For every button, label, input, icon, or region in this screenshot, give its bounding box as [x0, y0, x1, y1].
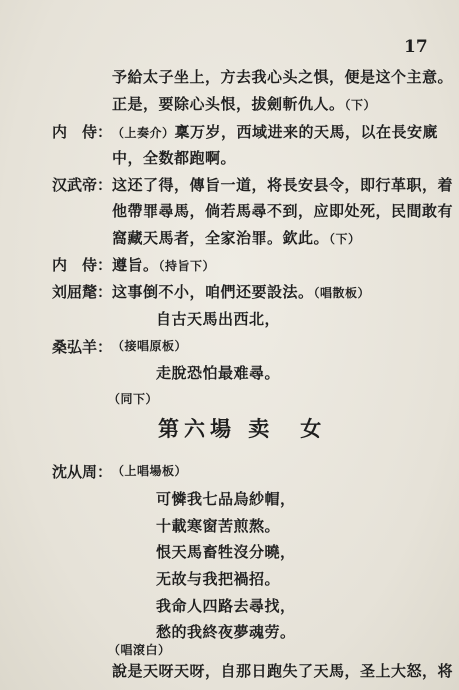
speaker-label: 桑弘羊： — [52, 338, 113, 356]
scene-heading: 第六場 卖 女 — [158, 416, 327, 441]
stage-direction: （上奏介） — [112, 126, 175, 140]
text-line: 这还了得，傳旨一道，将長安县令，即行革职，着 — [112, 176, 454, 194]
page-number: 17 — [404, 37, 428, 57]
stage-direction: （下） — [329, 232, 361, 246]
stage-direction: （持旨下） — [158, 259, 216, 273]
speaker-label: 汉武帝： — [52, 176, 113, 194]
text-line: （上奏介）稟万岁，西域进来的天馬，以在長安廐 — [112, 123, 439, 141]
speaker-label: 内 侍： — [52, 123, 113, 141]
stage-direction: （下） — [344, 98, 377, 112]
text-line: 予給太子坐上，方去我心头之惧，便是这个主意。 — [112, 68, 454, 86]
speaker-label: 刘屈氂： — [52, 283, 113, 301]
text-line — [108, 389, 158, 407]
sung-line: 自古天馬出西北， — [156, 310, 281, 328]
sung-line: 无故与我把禍招。 — [156, 570, 281, 588]
text-line: 窩藏天馬者，全家治罪。欽此。（下） — [112, 229, 361, 247]
sung-line: 走脫恐怕最难尋。 — [156, 364, 281, 382]
text-line: 正是，要除心头恨，拔劍斬仇人。（下） — [112, 95, 377, 113]
sung-line: 可憐我七品烏紗帽， — [156, 490, 296, 508]
speaker-label: 内 侍： — [52, 256, 113, 274]
text-line: 遵旨。（持旨下） — [112, 256, 216, 274]
text-line — [112, 336, 187, 354]
text-line: 中，全数都跑啊。 — [112, 149, 237, 167]
sung-line: 我命人四路去尋找， — [156, 597, 296, 615]
stage-direction: （唱散板） — [313, 286, 371, 300]
sung-line: 愁的我終夜夢魂劳。 — [156, 623, 296, 641]
sung-line: 恨天馬畜牲沒分曉， — [156, 543, 296, 561]
speaker-label: 沈从周： — [52, 463, 113, 481]
stage-direction-line — [108, 640, 171, 658]
sung-line: 十載寒窗苦煎熬。 — [156, 517, 281, 535]
text-line: 这事倒不小，咱們还要設法。（唱散板） — [112, 283, 371, 301]
text-line: 他帶罪尋馬，倘若馬尋不到，应即处死，民間敢有 — [112, 202, 454, 220]
text-line: 說是天呀天呀，自那日跑失了天馬，圣上大怒，将 — [112, 662, 454, 680]
text-line — [112, 461, 187, 479]
stage-direction: （接唱原板） — [112, 339, 188, 353]
stage-direction: （唱滾白） — [108, 643, 171, 657]
stage-direction: （同下） — [108, 392, 159, 406]
stage-direction: （上唱場板） — [112, 464, 188, 478]
